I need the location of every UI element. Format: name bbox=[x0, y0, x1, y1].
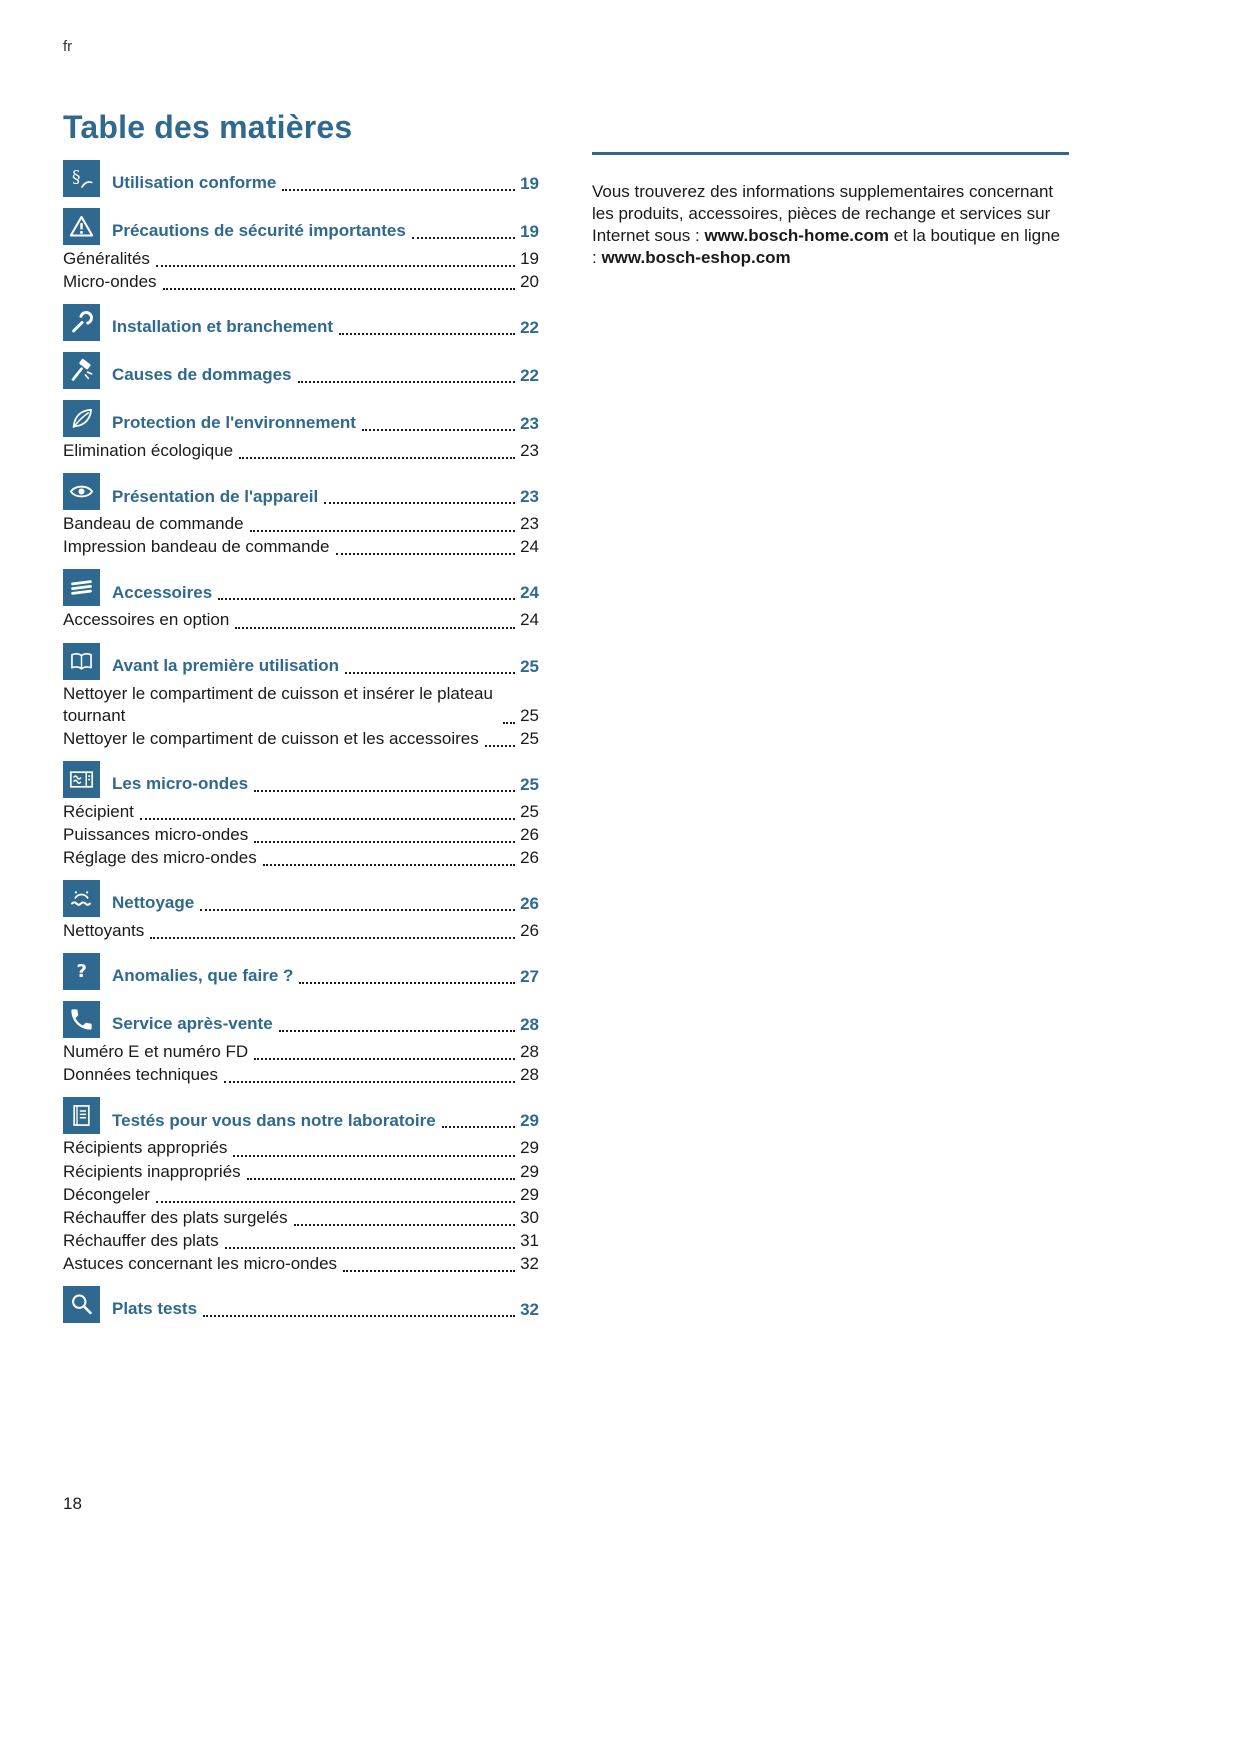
subitem-title: Récipients appropriés bbox=[63, 1138, 228, 1158]
dotted-leader bbox=[140, 818, 515, 820]
dotted-leader bbox=[362, 429, 515, 431]
dotted-leader bbox=[150, 937, 515, 939]
toc-heading-row bbox=[63, 352, 539, 389]
dotted-leader bbox=[239, 457, 515, 459]
section-page-ref: 19 bbox=[520, 222, 539, 241]
section-page-ref: 23 bbox=[520, 414, 539, 434]
subitem-title: Micro-ondes bbox=[63, 272, 157, 292]
toc-section bbox=[63, 569, 539, 631]
dotted-leader bbox=[298, 381, 516, 383]
section-page-ref: 25 bbox=[520, 774, 539, 794]
dotted-leader bbox=[163, 288, 516, 290]
subitem-title: Astuces concernant les micro-ondes bbox=[63, 1253, 338, 1273]
toc-section bbox=[63, 473, 539, 558]
section-title: Précautions de sécurité importantes bbox=[112, 221, 406, 241]
subitem-page-ref: 28 bbox=[520, 1042, 539, 1062]
dotted-leader bbox=[282, 189, 515, 191]
test-booklet-icon bbox=[63, 1097, 100, 1134]
section-page-ref: 22 bbox=[520, 318, 539, 338]
subitem-page-ref: 26 bbox=[520, 921, 539, 941]
section-title: Nettoyage bbox=[112, 893, 195, 913]
subitem-page-ref: 20 bbox=[520, 272, 539, 292]
section-page-ref: 28 bbox=[520, 1015, 539, 1035]
subitem-page-ref: 29 bbox=[520, 1161, 539, 1181]
toc-heading-row bbox=[63, 953, 539, 990]
toc-subitem-row bbox=[63, 1137, 539, 1159]
toc-subitem-row bbox=[63, 440, 539, 462]
subitem-title: Réchauffer des plats bbox=[63, 1230, 219, 1250]
info-paragraph bbox=[592, 181, 1069, 269]
dotted-leader bbox=[247, 1178, 515, 1180]
subitem-title: Accessoires en option bbox=[63, 610, 230, 630]
subitem-title: Puissances micro-ondes bbox=[63, 824, 249, 844]
dotted-leader bbox=[263, 864, 515, 866]
subitem-page-ref: 23 bbox=[520, 514, 539, 534]
dotted-leader bbox=[254, 1058, 515, 1060]
subitem-page-ref: 19 bbox=[520, 249, 539, 268]
toc-heading-row bbox=[63, 473, 539, 510]
toc-subitem-row bbox=[63, 271, 539, 293]
stacked-trays-icon bbox=[63, 569, 100, 606]
section-title: Protection de l'environnement bbox=[112, 413, 356, 433]
toc-section bbox=[63, 160, 539, 197]
toc-heading-row bbox=[63, 304, 539, 341]
toc-subitem-row bbox=[63, 1184, 539, 1206]
info-rule bbox=[592, 152, 1069, 155]
toc-heading-row bbox=[63, 880, 539, 917]
dotted-leader bbox=[412, 237, 515, 239]
section-page-ref: 19 bbox=[520, 174, 539, 193]
dotted-leader bbox=[343, 1270, 515, 1272]
section-page-ref: 22 bbox=[520, 366, 539, 386]
section-page-ref: 25 bbox=[520, 656, 539, 676]
toc-section bbox=[63, 304, 539, 341]
table-of-contents bbox=[63, 158, 539, 1326]
subitem-title: Récipient bbox=[63, 801, 134, 821]
dotted-leader bbox=[294, 1224, 515, 1226]
subitem-page-ref: 26 bbox=[520, 848, 539, 868]
toc-subitem-row bbox=[63, 824, 539, 846]
subitem-title: Elimination écologique bbox=[63, 441, 234, 461]
subitem-title: Bandeau de commande bbox=[63, 514, 244, 534]
bosch-home-url: www.bosch-home.com bbox=[704, 226, 889, 246]
subitem-title: Généralités bbox=[63, 249, 150, 268]
warning-triangle-icon bbox=[63, 208, 100, 245]
subitem-page-ref: 24 bbox=[520, 537, 539, 557]
toc-section bbox=[63, 1286, 539, 1323]
section-sign-hand-icon bbox=[63, 160, 100, 197]
toc-section bbox=[63, 208, 539, 293]
subitem-title: Nettoyer le compartiment de cuisson et les accessoires bbox=[63, 728, 479, 748]
dotted-leader bbox=[250, 530, 516, 532]
toc-subitem-row bbox=[63, 801, 539, 823]
subitem-title: Impression bandeau de commande bbox=[63, 537, 330, 557]
section-title: Les micro-ondes bbox=[112, 774, 249, 794]
subitem-page-ref: 26 bbox=[520, 824, 539, 844]
subitem-title: Réglage des micro-ondes bbox=[63, 848, 257, 868]
subitem-title: Nettoyants bbox=[63, 921, 145, 941]
subitem-page-ref: 28 bbox=[520, 1065, 539, 1085]
dotted-leader bbox=[254, 841, 515, 843]
toc-subitem-row bbox=[63, 728, 539, 750]
toc-section bbox=[63, 1097, 539, 1275]
subitem-page-ref: 30 bbox=[520, 1207, 539, 1227]
toc-heading-row bbox=[63, 569, 539, 606]
toc-subitem-row bbox=[63, 1230, 539, 1252]
toc-heading-row bbox=[63, 208, 539, 245]
leaf-environment-icon bbox=[63, 400, 100, 437]
dotted-leader bbox=[224, 1081, 515, 1083]
toc-subitem-row bbox=[63, 920, 539, 942]
toc-section bbox=[63, 352, 539, 389]
dotted-leader bbox=[279, 1030, 515, 1032]
section-title: Accessoires bbox=[112, 582, 213, 602]
section-page-ref: 32 bbox=[520, 1299, 539, 1319]
dotted-leader bbox=[235, 627, 515, 629]
section-page-ref: 23 bbox=[520, 487, 539, 507]
toc-heading-row bbox=[63, 643, 539, 680]
toc-subitem-row bbox=[63, 1161, 539, 1183]
subitem-page-ref: 24 bbox=[520, 610, 539, 630]
subitem-title: Données techniques bbox=[63, 1065, 219, 1085]
section-title: Causes de dommages bbox=[112, 365, 292, 385]
dotted-leader bbox=[336, 553, 516, 555]
subitem-title: Décongeler bbox=[63, 1184, 150, 1204]
section-title: Plats tests bbox=[112, 1299, 198, 1319]
section-page-ref: 29 bbox=[520, 1111, 539, 1131]
wrench-icon bbox=[63, 304, 100, 341]
toc-section bbox=[63, 1001, 539, 1086]
toc-subitem-row bbox=[63, 248, 539, 270]
section-title: Avant la première utilisation bbox=[112, 655, 340, 675]
subitem-page-ref: 29 bbox=[520, 1138, 539, 1158]
toc-subitem-row bbox=[63, 1064, 539, 1086]
page-title: Table des matières bbox=[63, 109, 353, 146]
subitem-title: Réchauffer des plats surgelés bbox=[63, 1207, 288, 1227]
dotted-leader bbox=[345, 672, 515, 674]
dotted-leader bbox=[233, 1155, 515, 1157]
subitem-page-ref: 31 bbox=[520, 1230, 539, 1250]
language-tag: fr bbox=[63, 38, 73, 55]
section-title: Installation et branchement bbox=[112, 317, 334, 337]
section-title: Service après-vente bbox=[112, 1014, 273, 1034]
toc-heading-row bbox=[63, 400, 539, 437]
subitem-title: Numéro E et numéro FD bbox=[63, 1042, 249, 1062]
bosch-eshop-url: www.bosch-eshop.com bbox=[601, 248, 791, 268]
dotted-leader bbox=[254, 790, 515, 792]
dotted-leader bbox=[299, 982, 515, 984]
cleaning-hand-icon bbox=[63, 880, 100, 917]
toc-section bbox=[63, 643, 539, 750]
section-page-ref: 27 bbox=[520, 967, 539, 987]
toc-subitem-row bbox=[63, 1041, 539, 1063]
dotted-leader bbox=[324, 502, 515, 504]
subitem-page-ref: 25 bbox=[520, 705, 539, 725]
toc-subitem-row bbox=[63, 847, 539, 869]
phone-handset-icon bbox=[63, 1001, 100, 1038]
dotted-leader bbox=[200, 909, 515, 911]
hammer-damage-icon bbox=[63, 352, 100, 389]
toc-subitem-row bbox=[63, 683, 539, 727]
subitem-page-ref: 23 bbox=[520, 441, 539, 461]
svg-text:?: ? bbox=[76, 961, 87, 983]
toc-section bbox=[63, 761, 539, 869]
section-title: Utilisation conforme bbox=[112, 173, 277, 193]
eye-icon bbox=[63, 473, 100, 510]
dotted-leader bbox=[339, 333, 515, 335]
toc-subitem-row bbox=[63, 513, 539, 535]
dotted-leader bbox=[225, 1247, 515, 1249]
dotted-leader bbox=[156, 265, 515, 267]
subitem-page-ref: 29 bbox=[520, 1184, 539, 1204]
magnifier-dish-icon bbox=[63, 1286, 100, 1323]
dotted-leader bbox=[485, 745, 515, 747]
info-panel bbox=[592, 152, 1069, 269]
section-page-ref: 26 bbox=[520, 894, 539, 914]
toc-subitem-row bbox=[63, 536, 539, 558]
toc-subitem-row bbox=[63, 609, 539, 631]
info-text-segment: et la boutique en ligne : bbox=[592, 226, 1061, 268]
info-text-segment: Vous trouverez des informations supplementaires concernant les produits, accessoires, pièces de rechange et services sur Internet sous : bbox=[592, 182, 1054, 246]
toc-section bbox=[63, 880, 539, 942]
section-title: Testés pour vous dans notre laboratoire bbox=[112, 1110, 436, 1130]
subitem-title: Récipients inappropriés bbox=[63, 1161, 241, 1181]
toc-heading-row bbox=[63, 1097, 539, 1134]
section-page-ref: 24 bbox=[520, 583, 539, 603]
svg-text:§: § bbox=[71, 166, 81, 187]
microwave-icon bbox=[63, 761, 100, 798]
toc-section bbox=[63, 400, 539, 462]
toc-subitem-row bbox=[63, 1253, 539, 1275]
toc-section bbox=[63, 953, 539, 990]
section-title: Anomalies, que faire ? bbox=[112, 966, 294, 986]
section-title: Présentation de l'appareil bbox=[112, 486, 319, 506]
book-hand-icon bbox=[63, 643, 100, 680]
subitem-page-ref: 32 bbox=[520, 1253, 539, 1273]
subitem-page-ref: 25 bbox=[520, 801, 539, 821]
dotted-leader bbox=[442, 1126, 515, 1128]
dotted-leader bbox=[203, 1315, 515, 1317]
dotted-leader bbox=[156, 1201, 515, 1203]
dotted-leader bbox=[218, 598, 515, 600]
page-number: 18 bbox=[63, 1494, 82, 1513]
subitem-title: Nettoyer le compartiment de cuisson et insérer le plateau tournant bbox=[63, 683, 493, 725]
toc-subitem-row bbox=[63, 1207, 539, 1229]
toc-heading-row bbox=[63, 761, 539, 798]
dotted-leader bbox=[503, 722, 515, 724]
question-mark-icon bbox=[63, 953, 100, 990]
toc-heading-row bbox=[63, 1286, 539, 1323]
toc-heading-row bbox=[63, 1001, 539, 1038]
subitem-page-ref: 25 bbox=[520, 728, 539, 748]
toc-heading-row bbox=[63, 160, 539, 197]
